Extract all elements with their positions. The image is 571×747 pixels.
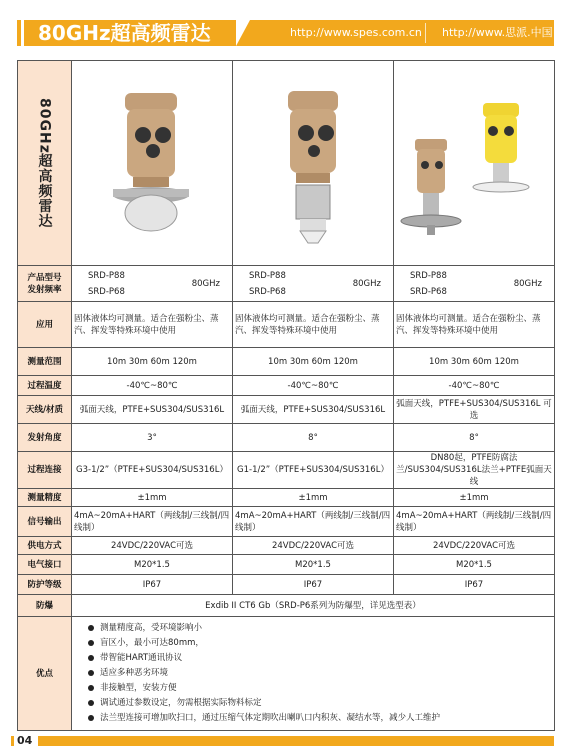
advantages-cell	[72, 617, 555, 731]
angle-cell-2: 8°	[233, 424, 394, 452]
angle-cell-3: 8°	[394, 424, 555, 452]
list-item: 非接触型，安装方便	[88, 681, 552, 696]
application-cell-2: 固体液体均可测量。适合在强粉尘、蒸汽、挥发等特殊环境中使用	[233, 302, 394, 348]
radar-sensor-1-image	[97, 73, 207, 253]
application-cell-3: 固体液体均可测量。适合在强粉尘、蒸汽、挥发等特殊环境中使用	[394, 302, 555, 348]
product-image-1	[72, 61, 233, 266]
antenna-cell-2: 弧面天线，PTFE+SUS304/SUS316L	[233, 396, 394, 424]
protection-row	[18, 575, 555, 595]
accuracy-label: 测量精度	[18, 489, 72, 507]
antenna-label: 天线/材质	[18, 396, 72, 424]
electrical-cell-2: M20*1.5	[233, 555, 394, 575]
list-item: 调试通过参数设定，勿需根据实际物料标定	[88, 696, 552, 711]
model-cell-3: SRD-P88 SRD-P68 80GHz	[394, 266, 555, 302]
electrical-label: 电气接口	[18, 555, 72, 575]
protection-cell-1: IP67	[72, 575, 233, 595]
temp-cell-3: -40℃~80℃	[394, 376, 555, 396]
power-cell-1: 24VDC/220VAC可选	[72, 537, 233, 555]
product-image-row	[18, 61, 555, 266]
model-freq-label: 产品型号 发射频率	[18, 266, 72, 302]
application-label: 应用	[18, 302, 72, 348]
temp-row	[18, 376, 555, 396]
list-item: 法兰型连接可增加吹扫口，通过压缩气体定期吹出喇叭口内积灰、凝结水等，减少人工维护	[88, 711, 552, 726]
list-item: 盲区小，最小可达80mm，	[88, 636, 552, 651]
power-row	[18, 537, 555, 555]
list-item: 带智能HART通讯协议	[88, 651, 552, 666]
page-number: 04	[17, 734, 33, 747]
protection-label: 防护等级	[18, 575, 72, 595]
signal-row	[18, 507, 555, 537]
application-cell-1: 固体液体均可测量。适合在强粉尘、蒸汽、挥发等特殊环境中使用	[72, 302, 233, 348]
range-cell-1: 10m 30m 60m 120m	[72, 348, 233, 376]
explosion-cell: Exdib II CT6 Gb（SRD-P6系列为防爆型，详见选型表）	[72, 595, 555, 617]
advantages-label: 优点	[18, 617, 72, 731]
temp-label: 过程温度	[18, 376, 72, 396]
model-cell-2: SRD-P88 SRD-P68 80GHz	[233, 266, 394, 302]
accuracy-cell-1: ±1mm	[72, 489, 233, 507]
connection-label: 过程连接	[18, 452, 72, 489]
product-label-cell	[18, 61, 72, 266]
explosion-label: 防爆	[18, 595, 72, 617]
signal-cell-2: 4mA~20mA+HART（两线制/三线制/四线制）	[233, 507, 394, 537]
range-cell-2: 10m 30m 60m 120m	[233, 348, 394, 376]
connection-cell-3: DN80起，PTFE防腐法兰/SUS304/SUS316L法兰+PTFE弧面天线	[394, 452, 555, 489]
page-header	[0, 20, 571, 46]
page-title: 80GHz超高频雷达	[38, 21, 211, 45]
footer-accent-bar	[11, 736, 14, 746]
accuracy-cell-2: ±1mm	[233, 489, 394, 507]
power-label: 供电方式	[18, 537, 72, 555]
spec-table	[17, 60, 555, 731]
list-item: 适应多种恶劣环境	[88, 666, 552, 681]
header-separator	[425, 23, 426, 43]
list-item: 测量精度高，受环境影响小	[88, 621, 552, 636]
signal-cell-3: 4mA~20mA+HART（两线制/三线制/四线制）	[394, 507, 555, 537]
connection-row	[18, 452, 555, 489]
accuracy-row	[18, 489, 555, 507]
angle-row	[18, 424, 555, 452]
product-vertical-title: 80GHz超高频雷达	[36, 97, 53, 229]
model-row	[18, 266, 555, 302]
antenna-cell-3: 弧面天线，PTFE+SUS304/SUS316L 可选	[394, 396, 555, 424]
advantages-row	[18, 617, 555, 731]
antenna-cell-1: 弧面天线，PTFE+SUS304/SUS316L	[72, 396, 233, 424]
temp-cell-2: -40℃~80℃	[233, 376, 394, 396]
product-image-2	[233, 61, 394, 266]
electrical-cell-1: M20*1.5	[72, 555, 233, 575]
advantages-list	[74, 617, 552, 730]
explosion-row	[18, 595, 555, 617]
website-url-cn[interactable]: http://www.思派.中国	[442, 26, 553, 39]
connection-cell-2: G1-1/2”（PTFE+SUS304/SUS316L）	[233, 452, 394, 489]
footer-band	[38, 736, 554, 746]
model-cell-1: SRD-P88 SRD-P68 80GHz	[72, 266, 233, 302]
antenna-row	[18, 396, 555, 424]
header-accent-bar	[17, 20, 21, 46]
protection-cell-2: IP67	[233, 575, 394, 595]
electrical-cell-3: M20*1.5	[394, 555, 555, 575]
application-row	[18, 302, 555, 348]
power-cell-3: 24VDC/220VAC可选	[394, 537, 555, 555]
range-label: 测量范围	[18, 348, 72, 376]
angle-cell-1: 3°	[72, 424, 233, 452]
website-url[interactable]: http://www.spes.com.cn	[290, 26, 422, 39]
accuracy-cell-3: ±1mm	[394, 489, 555, 507]
range-row	[18, 348, 555, 376]
signal-cell-1: 4mA~20mA+HART（两线制/三线制/四线制）	[72, 507, 233, 537]
temp-cell-1: -40℃~80℃	[72, 376, 233, 396]
radar-sensor-3-image	[399, 73, 549, 253]
power-cell-2: 24VDC/220VAC可选	[233, 537, 394, 555]
product-image-3	[394, 61, 555, 266]
electrical-row	[18, 555, 555, 575]
protection-cell-3: IP67	[394, 575, 555, 595]
radar-sensor-2-image	[258, 73, 368, 253]
connection-cell-1: G3-1/2”（PTFE+SUS304/SUS316L）	[72, 452, 233, 489]
range-cell-3: 10m 30m 60m 120m	[394, 348, 555, 376]
angle-label: 发射角度	[18, 424, 72, 452]
signal-label: 信号输出	[18, 507, 72, 537]
